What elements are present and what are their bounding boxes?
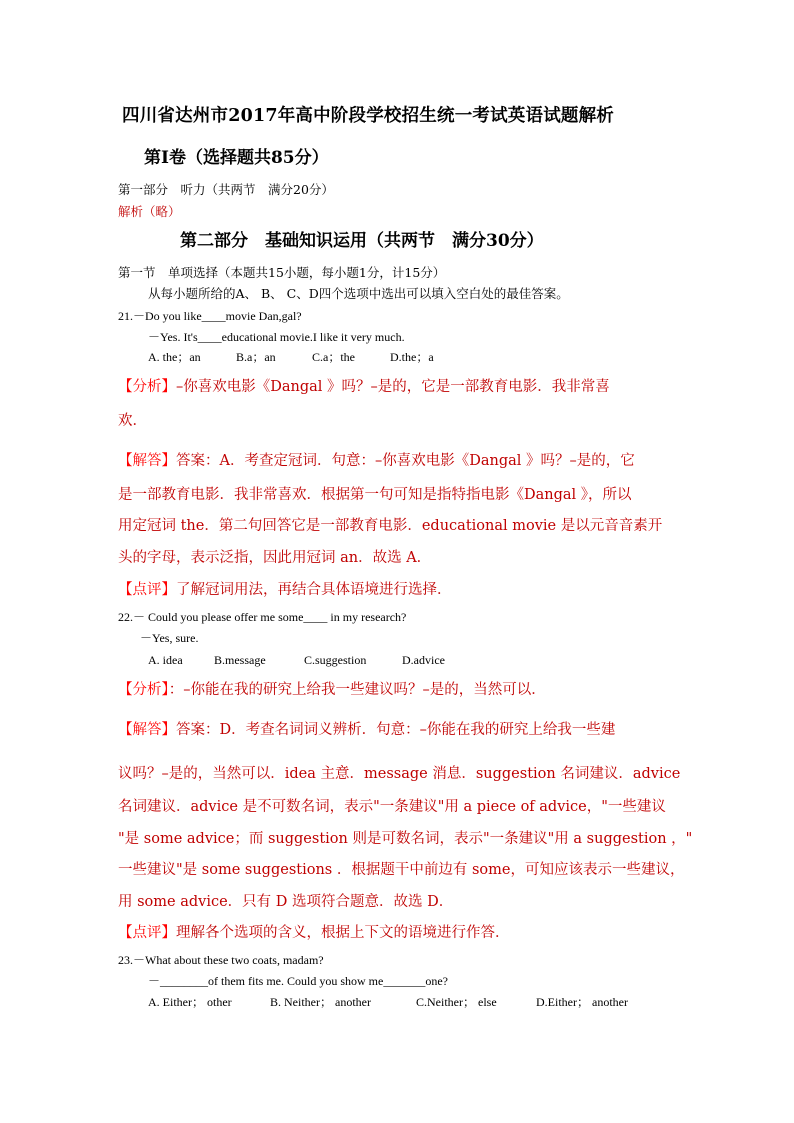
section1-instruction: 从每小题所给的A、 B、 C、D四个选项中选出可以填入空白处的最佳答案。: [148, 286, 569, 301]
q23-option-b: B. Neither； another: [270, 995, 371, 1009]
q21-options: [148, 351, 434, 363]
q21-answer-line3: 用定冠词 the．第二句回答它是一部教育电影．educational movie 是以元音音素开: [118, 518, 663, 534]
q23-stem: 23.－What about these two coats, madam?: [118, 953, 324, 967]
analysis-tag: 【分析】: [118, 682, 169, 698]
q21-answer-line2: 是一部教育电影．我非常喜欢．根据第一句可知是指特指电影《Dangal 》，所以: [118, 487, 632, 503]
q22-answer-line6: 用 some advice．只有 D 选项符合题意．故选 D．: [118, 894, 454, 910]
q22-answer-line1: [118, 723, 615, 738]
q21-comment: [118, 583, 452, 598]
q22-comment-text: 理解各个选项的含义，根据上下文的语境进行作答．: [176, 925, 510, 941]
q21-comment-text: 了解冠词用法，再结合具体语境进行选择．: [176, 582, 452, 598]
answer-tag: 【解答】: [118, 722, 176, 738]
q22-answer-line5: 一些建议"是 some suggestions ．根据题干中前边有 some，可知应该表示一些建议，: [118, 862, 685, 878]
q23-options: [148, 996, 628, 1008]
q22-comment: [118, 926, 510, 941]
page-title: 四川省达州市2017年高中阶段学校招生统一考试英语试题解析: [122, 106, 615, 126]
q22-answer-line4: "是 some advice；而 suggestion 则是可数名词，表示"一条建议"用 a suggestion ，": [118, 831, 693, 847]
q21-stem: 21.－Do you like____movie Dan,gal?: [118, 309, 302, 323]
part1-heading: 第一部分 听力（共两节 满分20分）: [118, 182, 334, 197]
q21-analysis-text: –你喜欢电影《Dangal 》吗？–是的，它是一部教育电影．我非常喜: [176, 379, 610, 395]
q21-answer-line4: 头的字母，表示泛指，因此用冠词 an．故选 A．: [118, 550, 432, 566]
q22-options: [148, 654, 445, 666]
q23-option-c: C.Neither； else: [416, 995, 497, 1009]
q21-reply: －Yes. It's____educational movie.I like it very much.: [148, 330, 405, 344]
comment-tag: 【点评】: [118, 925, 176, 941]
q21-option-d: D.the；a: [390, 350, 434, 364]
q22-option-a: A. idea: [148, 653, 183, 667]
q21-option-a: A. the；an: [148, 350, 201, 364]
q22-answer-text1: 答案：D．考查名词词义辨析．句意：–你能在我的研究上给我一些建: [176, 722, 616, 738]
q21-option-c: C.a；the: [312, 350, 355, 364]
q21-answer-line1: [118, 454, 635, 469]
q21-analysis: [118, 380, 610, 395]
q22-answer-line2: 议吗？–是的，当然可以．idea 主意．message 消息．suggestion 名词建议．advice: [118, 766, 681, 782]
comment-tag: 【点评】: [118, 582, 176, 598]
q23-option-a: A. Either； other: [148, 995, 232, 1009]
section1-heading: 第一节 单项选择（本题共15小题，每小题1分，计15分）: [118, 265, 446, 280]
q22-analysis-text: ：–你能在我的研究上给我一些建议吗？–是的，当然可以．: [168, 682, 546, 698]
q23-reply: －________of them fits me. Could you show me_______one?: [148, 974, 448, 988]
q22-reply: －Yes, sure.: [140, 631, 199, 645]
volume-heading: 第I卷（选择题共85分）: [144, 148, 329, 168]
q22-analysis: [118, 683, 546, 698]
q21-analysis-cont: 欢．: [118, 413, 147, 429]
q22-answer-line3: 名词建议．advice 是不可数名词，表示"一条建议"用 a piece of advice，"一些建议: [118, 799, 666, 815]
q22-option-b: B.message: [214, 653, 266, 667]
q21-answer-text1: 答案：A．考查定冠词．句意：–你喜欢电影《Dangal 》吗？–是的，它: [176, 453, 635, 469]
q21-option-b: B.a；an: [236, 350, 276, 364]
analysis-tag: 【分析】: [118, 379, 176, 395]
answer-tag: 【解答】: [118, 453, 176, 469]
q22-stem: 22.－ Could you please offer me some____ in my research?: [118, 610, 407, 624]
q22-option-d: D.advice: [402, 653, 445, 667]
part1-note: 解析（略）: [118, 204, 181, 219]
q23-option-d: D.Either； another: [536, 995, 628, 1009]
q22-option-c: C.suggestion: [304, 653, 367, 667]
part2-heading: 第二部分 基础知识运用（共两节 满分30分）: [180, 231, 544, 251]
